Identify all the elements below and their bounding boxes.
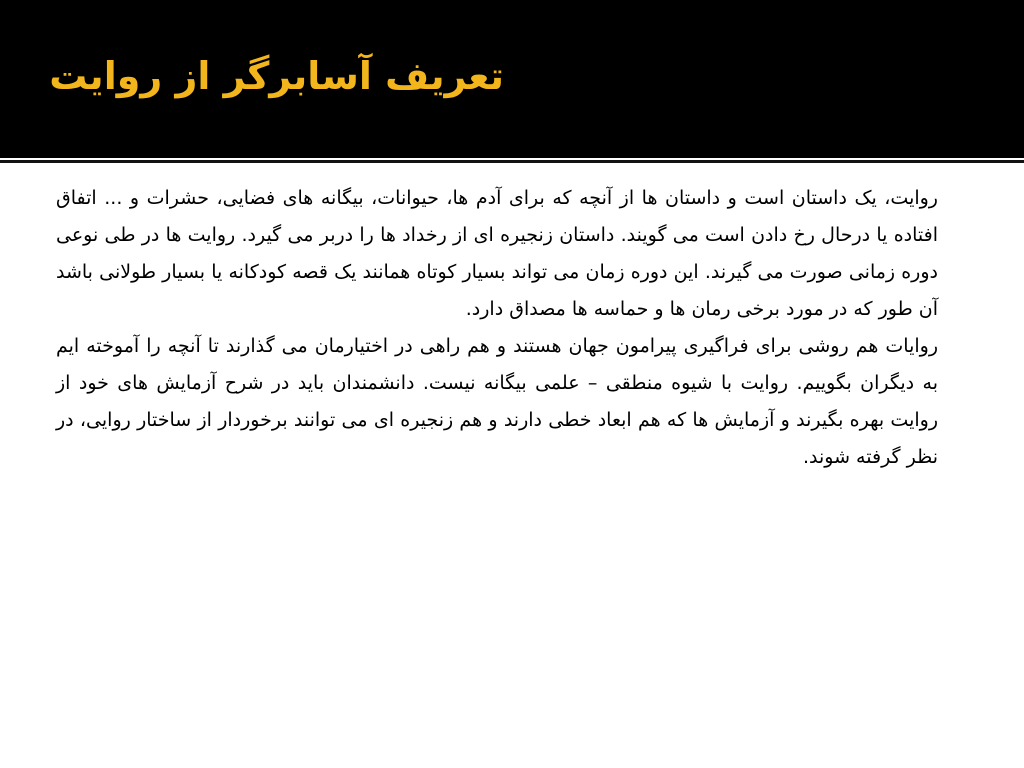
paragraph-narrative-definition: روایت، یک داستان است و داستان ها از آنچه که برای آدم ها، حیوانات، بیگانه های فضایی، حشرات و ... اتفاق افتاده یا درحال رخ دادن است می گویند. داستان زنجیره ای از رخداد ها را دربر می گیرد. روایت ها در طی نوعی دوره زمانی صورت می گیرند. این دوره زمان می تواند بسیار کوتاه همانند یک قصه کودکانه یا بسیار طولانی باشد آن طور که در مورد برخی رمان ها و حماسه ها مصداق دارد.: [56, 187, 938, 320]
slide-title: تعریف آسابرگر از روایت: [49, 54, 504, 98]
title-bar: [0, 0, 1024, 158]
title-divider-shadow: [0, 160, 1024, 163]
paragraph-narrative-uses: روایات هم روشی برای فراگیری پیرامون جهان هستند و هم راهی در اختیارمان می گذارند تا آنچه را آموخته ایم به دیگران بگوییم. روایت با شیوه منطقی – علمی بیگانه نیست. دانشمندان باید در شرح آزمایش های خود از روایت بهره بگیرند و آزمایش ها که هم ابعاد خطی دارند و هم زنجیره ای می توانند برخوردار از ساختار روایی، در نظر گرفته شوند.: [56, 335, 938, 468]
body-text: [56, 180, 938, 476]
